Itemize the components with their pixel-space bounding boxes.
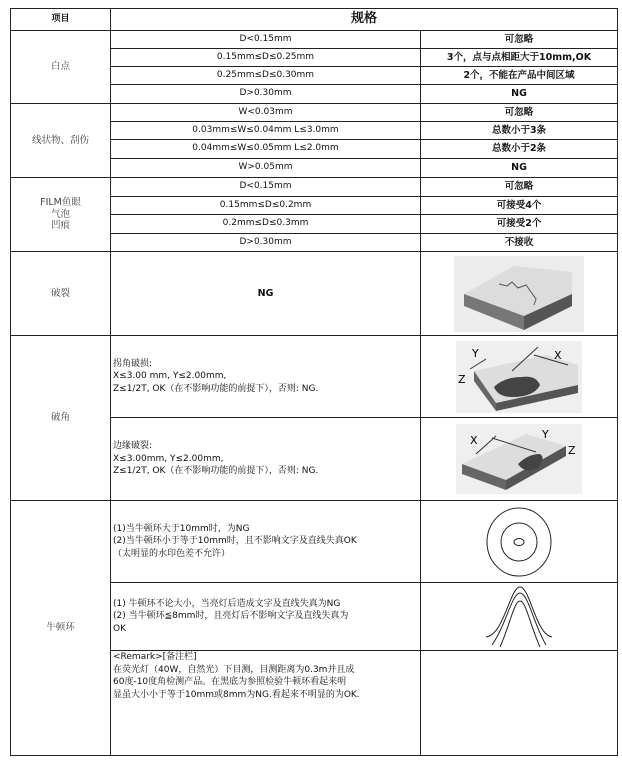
text: (2)当牛顿环小于等于10mm时，且不影响文字及直线失真OK	[113, 536, 357, 547]
text: Z≤1/2T, OK（在不影响功能的前提下），否则: NG.	[113, 383, 319, 394]
condition: D>0.30mm	[111, 85, 421, 104]
z-label: Z	[568, 444, 576, 457]
z-label: Z	[458, 372, 466, 386]
crack-illustration	[421, 252, 618, 336]
condition: 0.15mm≤D≤0.2mm	[111, 197, 421, 215]
bubble-label: 气泡	[50, 208, 70, 220]
newton-ring-remark	[111, 651, 421, 756]
edge-chip-illustration	[421, 418, 618, 501]
result: 可接受4个	[421, 197, 618, 215]
newton-ring-spec-b	[111, 583, 421, 651]
condition: W<0.03mm	[111, 104, 421, 122]
dent-label: 凹痕	[50, 220, 70, 232]
condition: 0.25mm≤D≤0.30mm	[111, 67, 421, 85]
result: NG	[421, 85, 618, 104]
fringe-illustration	[421, 583, 618, 651]
newton-ring-spec-a	[111, 501, 421, 583]
corner-chip-spec	[111, 336, 421, 418]
result: 总数小于2条	[421, 140, 618, 159]
header-item: 项目	[11, 9, 111, 31]
corner-chip-illustration	[421, 336, 618, 418]
condition: D<0.15mm	[111, 178, 421, 197]
text: X≤3.00mm, Y≤2.00mm,	[113, 453, 224, 464]
result: 可忽略	[421, 31, 618, 49]
text: (1)当牛顿环大于10mm时，为NG	[113, 523, 250, 534]
y-label: Y	[542, 428, 549, 441]
condition: W>0.05mm	[111, 159, 421, 178]
text: 拐角破损:	[113, 358, 153, 369]
text: 在荧光灯（40W，自然光）下目测，目测距离为0.3m并且成	[113, 664, 355, 675]
header-spec: 规格	[111, 9, 618, 31]
text: 边缘破裂:	[113, 441, 153, 452]
x-label: X	[554, 348, 562, 362]
result: 3个，点与点相距大于10mm,OK	[421, 49, 618, 67]
result: 可接受2个	[421, 215, 618, 234]
inspection-spec-table	[10, 8, 618, 756]
text: （太明显的水印色差不允许）	[113, 548, 231, 559]
condition: 0.15mm≤D≤0.25mm	[111, 49, 421, 67]
text: 显虽大小小于等于10mm或8mm为NG.看起来不明显的为OK.	[113, 689, 360, 700]
result: 不接收	[421, 234, 618, 252]
condition: D<0.15mm	[111, 31, 421, 49]
result: 2个，不能在产品中间区域	[421, 67, 618, 85]
text: (1) 牛顿环不论大小，当亮灯后造成文字及直线失真为NG	[113, 598, 341, 609]
text: 60度-10度角检测产品。在黑底为参照检验牛顿环看起来明	[113, 677, 347, 688]
empty-cell	[421, 651, 618, 756]
condition: 0.2mm≤D≤0.3mm	[111, 215, 421, 234]
category-chip: 破角	[11, 336, 111, 501]
category-film	[11, 178, 111, 252]
y-label: Y	[472, 346, 479, 360]
condition: 0.03mm≤W≤0.04mm L≤3.0mm	[111, 122, 421, 140]
text: X≤3.00 mm, Y≤2.00mm,	[113, 371, 227, 382]
text: OK	[113, 623, 126, 634]
film-label: FILM鱼眼	[40, 196, 81, 208]
category-white-dot: 白点	[11, 31, 111, 104]
category-crack: 破裂	[11, 252, 111, 336]
remark-title: <Remark>[备注栏]	[113, 652, 197, 662]
result: NG	[421, 159, 618, 178]
x-label: X	[470, 434, 478, 447]
crack-result: NG	[111, 252, 421, 336]
condition: D>0.30mm	[111, 234, 421, 252]
category-newton-ring: 牛顿环	[11, 501, 111, 756]
category-scratch: 线状物、刮伤	[11, 104, 111, 178]
result: 可忽略	[421, 104, 618, 122]
condition: 0.04mm≤W≤0.05mm L≤2.0mm	[111, 140, 421, 159]
result: 总数小于3条	[421, 122, 618, 140]
concentric-ring-illustration	[421, 501, 618, 583]
text: (2) 当牛顿环≦8mm时，且亮灯后不影响文字及直线失真为	[113, 611, 349, 622]
text: Z≤1/2T, OK（在不影响功能的前提下），否则: NG.	[113, 466, 319, 477]
edge-chip-spec	[111, 418, 421, 501]
result: 可忽略	[421, 178, 618, 197]
